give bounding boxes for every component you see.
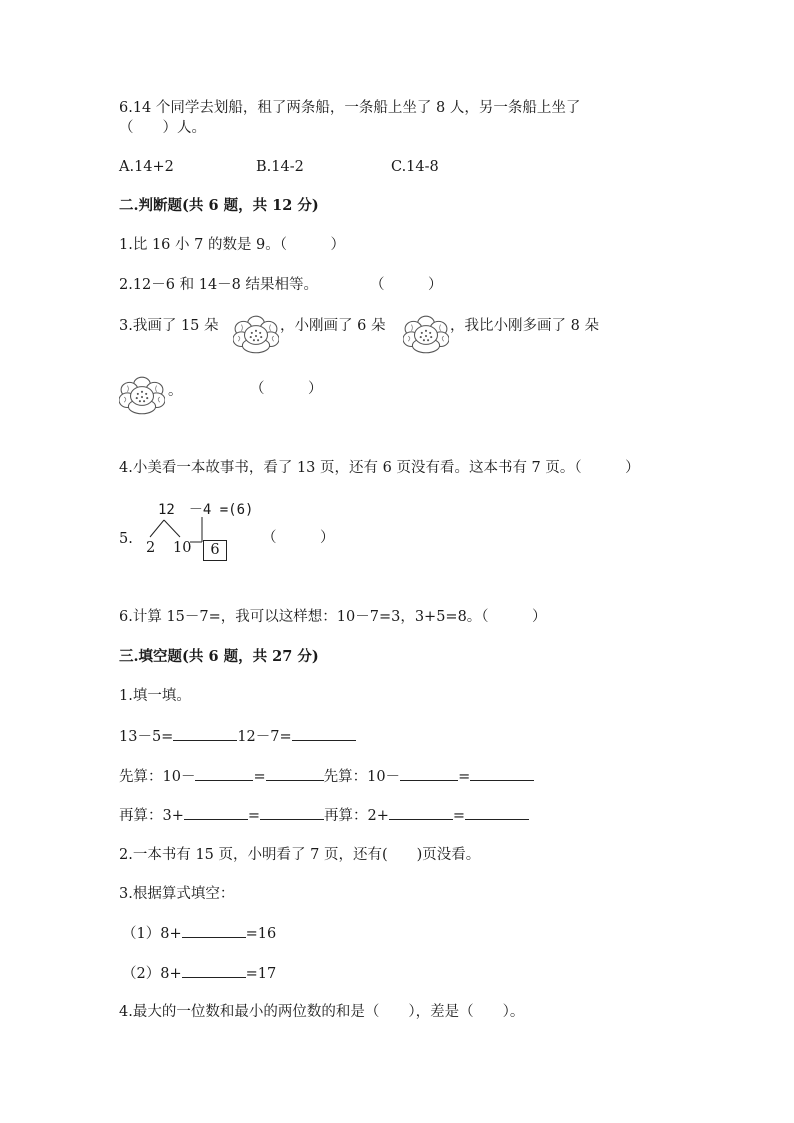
judge-question-3-part-d: 。 — [168, 383, 183, 399]
blank[interactable] — [389, 805, 453, 820]
fill-row-equations — [119, 726, 356, 747]
fill-question-1-title: 1.填一填。 — [119, 688, 191, 704]
judge-question-2-paren: （ ） — [370, 277, 443, 293]
part-1-prefix: （1）8+ — [122, 926, 182, 942]
fill-question-3-part-2 — [122, 963, 276, 984]
part-2-suffix: =17 — [245, 966, 277, 982]
fill-question-2: 2.一本书有 15 页，小明看了 7 页，还有( )页没看。 — [119, 847, 481, 863]
judge-question-2: 2.12－6 和 14－8 结果相等。 — [119, 277, 319, 293]
equation-a: 13－5= — [119, 729, 174, 745]
blank[interactable] — [260, 805, 324, 820]
option-b: B.14-2 — [256, 159, 304, 175]
fill-row-second — [119, 805, 529, 826]
equation-b: 12－7= — [237, 729, 292, 745]
judge-question-3-part-c: ，我比小刚多画了 8 朵 — [450, 318, 599, 334]
equals-sign: = — [247, 808, 261, 824]
judge-question-3-paren: （ ） — [250, 381, 323, 397]
answer-box: 6 — [203, 540, 227, 561]
blank[interactable] — [465, 805, 529, 820]
equals-sign: = — [253, 769, 266, 785]
fill-question-4: 4.最大的一位数和最小的两位数的和是（ ），差是（ ）。 — [119, 1004, 525, 1020]
judge-question-6: 6.计算 15－7=，我可以这样想：10－7=3，3+5=8。（ ） — [119, 609, 547, 625]
blank[interactable] — [184, 805, 248, 820]
mc-question-6-line1: 6.14 个同学去划船，租了两条船，一条船上坐了 8 人，另一条船上坐了 — [119, 100, 581, 116]
section-2-title: 二.判断题(共 6 题，共 12 分) — [119, 197, 319, 214]
judge-question-3-part-b: ，小刚画了 6 朵 — [280, 318, 386, 334]
fill-question-3-title: 3.根据算式填空： — [119, 886, 235, 902]
fill-question-3-part-1 — [122, 923, 276, 944]
section-3-title: 三.填空题(共 6 题，共 27 分) — [119, 648, 319, 665]
blank[interactable] — [470, 766, 534, 781]
option-c: C.14-8 — [391, 159, 439, 175]
fill-row-first — [119, 766, 534, 787]
mc-question-6-line2: （ ）人。 — [119, 120, 206, 136]
blank[interactable] — [173, 726, 237, 741]
flower-icon — [119, 376, 165, 416]
judge-question-4: 4.小美看一本故事书，看了 13 页，还有 6 页没有看。这本书有 7 页。（ ） — [119, 460, 640, 476]
flower-icon — [233, 315, 279, 355]
judge-question-3-part-a: 3.我画了 15 朵 — [119, 318, 219, 334]
second-calc-label-b: 再算：2+ — [324, 808, 389, 824]
judge-question-5-equation: 12 －4 =(6) — [158, 502, 254, 518]
decomposition-right: 10 — [173, 540, 192, 556]
judge-question-5-paren: （ ） — [262, 530, 335, 546]
first-calc-label: 先算：10－ — [323, 769, 401, 785]
part-1-suffix: =16 — [245, 926, 277, 942]
first-calc-label: 先算：10－ — [119, 769, 196, 785]
blank[interactable] — [182, 963, 246, 978]
blank[interactable] — [195, 766, 253, 781]
judge-question-5-label: 5. — [119, 531, 133, 547]
decomposition-left: 2 — [146, 540, 156, 556]
blank[interactable] — [292, 726, 356, 741]
blank[interactable] — [400, 766, 458, 781]
equals-sign: = — [452, 808, 466, 824]
judge-question-1: 1.比 16 小 7 的数是 9。（ ） — [119, 237, 346, 253]
blank[interactable] — [182, 923, 246, 938]
option-a: A.14+2 — [119, 159, 174, 175]
blank[interactable] — [266, 766, 324, 781]
part-2-prefix: （2）8+ — [122, 966, 182, 982]
flower-icon — [403, 315, 449, 355]
equals-sign: = — [458, 769, 471, 785]
second-calc-label: 再算：3+ — [119, 808, 184, 824]
